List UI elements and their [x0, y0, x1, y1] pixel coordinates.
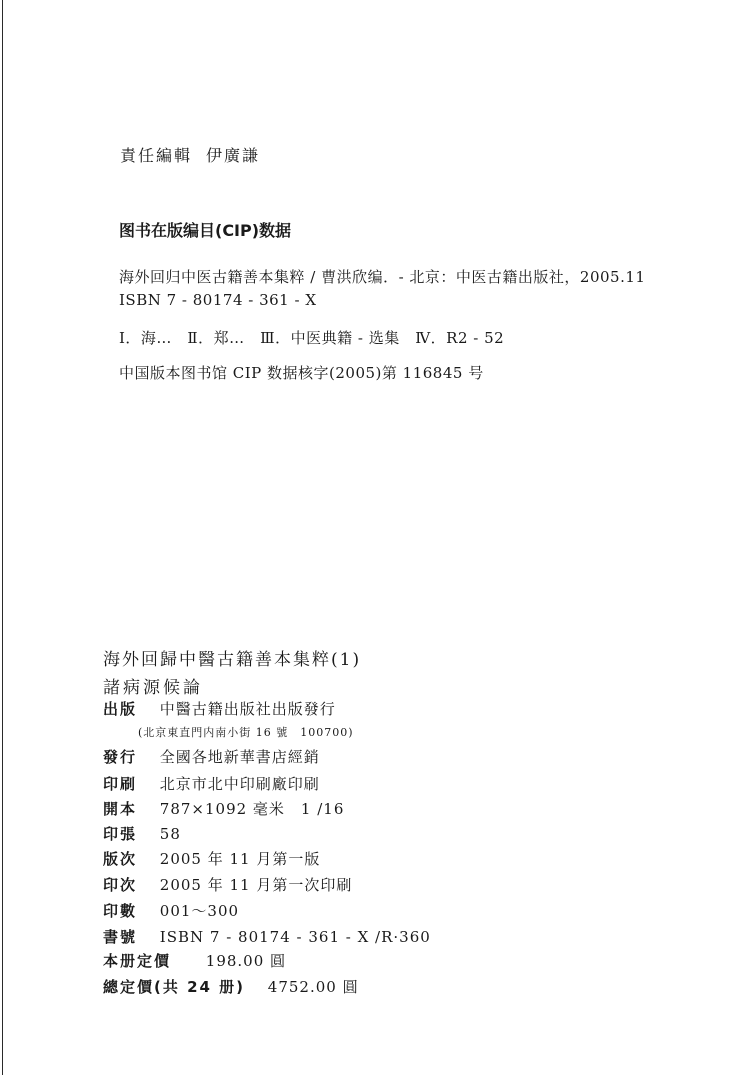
editor-name: 伊廣謙: [206, 146, 261, 165]
colophon-value: ISBN 7 - 80174 - 361 - X /R·360: [159, 928, 431, 946]
colophon-row: [103, 773, 320, 794]
colophon-value: 001～300: [159, 902, 240, 920]
colophon-label: 總定價(共 24 册): [103, 978, 246, 996]
colophon-value: 198.00 圓: [205, 952, 287, 970]
colophon-row: [103, 746, 320, 767]
colophon-row: [103, 900, 239, 921]
colophon-label: 開本: [103, 800, 138, 818]
colophon-label: 發行: [103, 748, 138, 766]
publisher-address: (北京東直門内南小街 16 號 100700): [138, 726, 354, 739]
colophon-value: 787×1092 毫米 1 /16: [159, 800, 345, 818]
colophon-label: 印刷: [103, 775, 138, 793]
colophon-value: 4752.00 圓: [267, 978, 359, 996]
editor-label: 責任編輯: [120, 146, 193, 165]
colophon-label: 書號: [103, 928, 138, 946]
book-subtitle: 諸病源候論: [103, 678, 203, 698]
colophon-row: [103, 926, 431, 947]
colophon-value: 2005 年 11 月第一次印刷: [159, 876, 353, 894]
colophon-row: [103, 874, 352, 895]
colophon-row-publisher: [103, 698, 336, 719]
cip-heading: 图书在版编目(CIP)数据: [119, 221, 292, 240]
colophon-label: 本册定價: [103, 952, 172, 970]
colophon-label: 印數: [103, 902, 138, 920]
cip-line-4: 中国版本图书馆 CIP 数据核字(2005)第 116845 号: [119, 364, 484, 382]
responsible-editor: [120, 143, 260, 166]
colophon-row: [103, 798, 344, 819]
colophon-row: [103, 848, 320, 869]
colophon-value: 中醫古籍出版社出版發行: [159, 700, 336, 718]
cip-line-3: Ⅰ．海… Ⅱ．郑… Ⅲ．中医典籍 - 选集 Ⅳ．R2 - 52: [119, 329, 505, 347]
colophon-label: 印次: [103, 876, 138, 894]
colophon-row: [103, 976, 359, 997]
cip-line-1: 海外回归中医古籍善本集粹 / 曹洪欣编．- 北京：中医古籍出版社，2005.11: [119, 268, 646, 286]
colophon-value: 北京市北中印刷廠印刷: [159, 775, 320, 793]
colophon-value: 2005 年 11 月第一版: [159, 850, 321, 868]
cip-line-2: ISBN 7 - 80174 - 361 - X: [119, 291, 317, 309]
colophon-row: [103, 950, 286, 971]
colophon-label: 版次: [103, 850, 138, 868]
colophon-value: 全國各地新華書店經銷: [159, 748, 320, 766]
colophon-label: 印張: [103, 825, 138, 843]
book-title: 海外回歸中醫古籍善本集粹(1): [103, 650, 362, 670]
colophon-row: [103, 823, 181, 844]
colophon-value: 58: [159, 825, 181, 843]
colophon-label: 出版: [103, 700, 138, 718]
page-edge-line: [2, 0, 3, 1075]
